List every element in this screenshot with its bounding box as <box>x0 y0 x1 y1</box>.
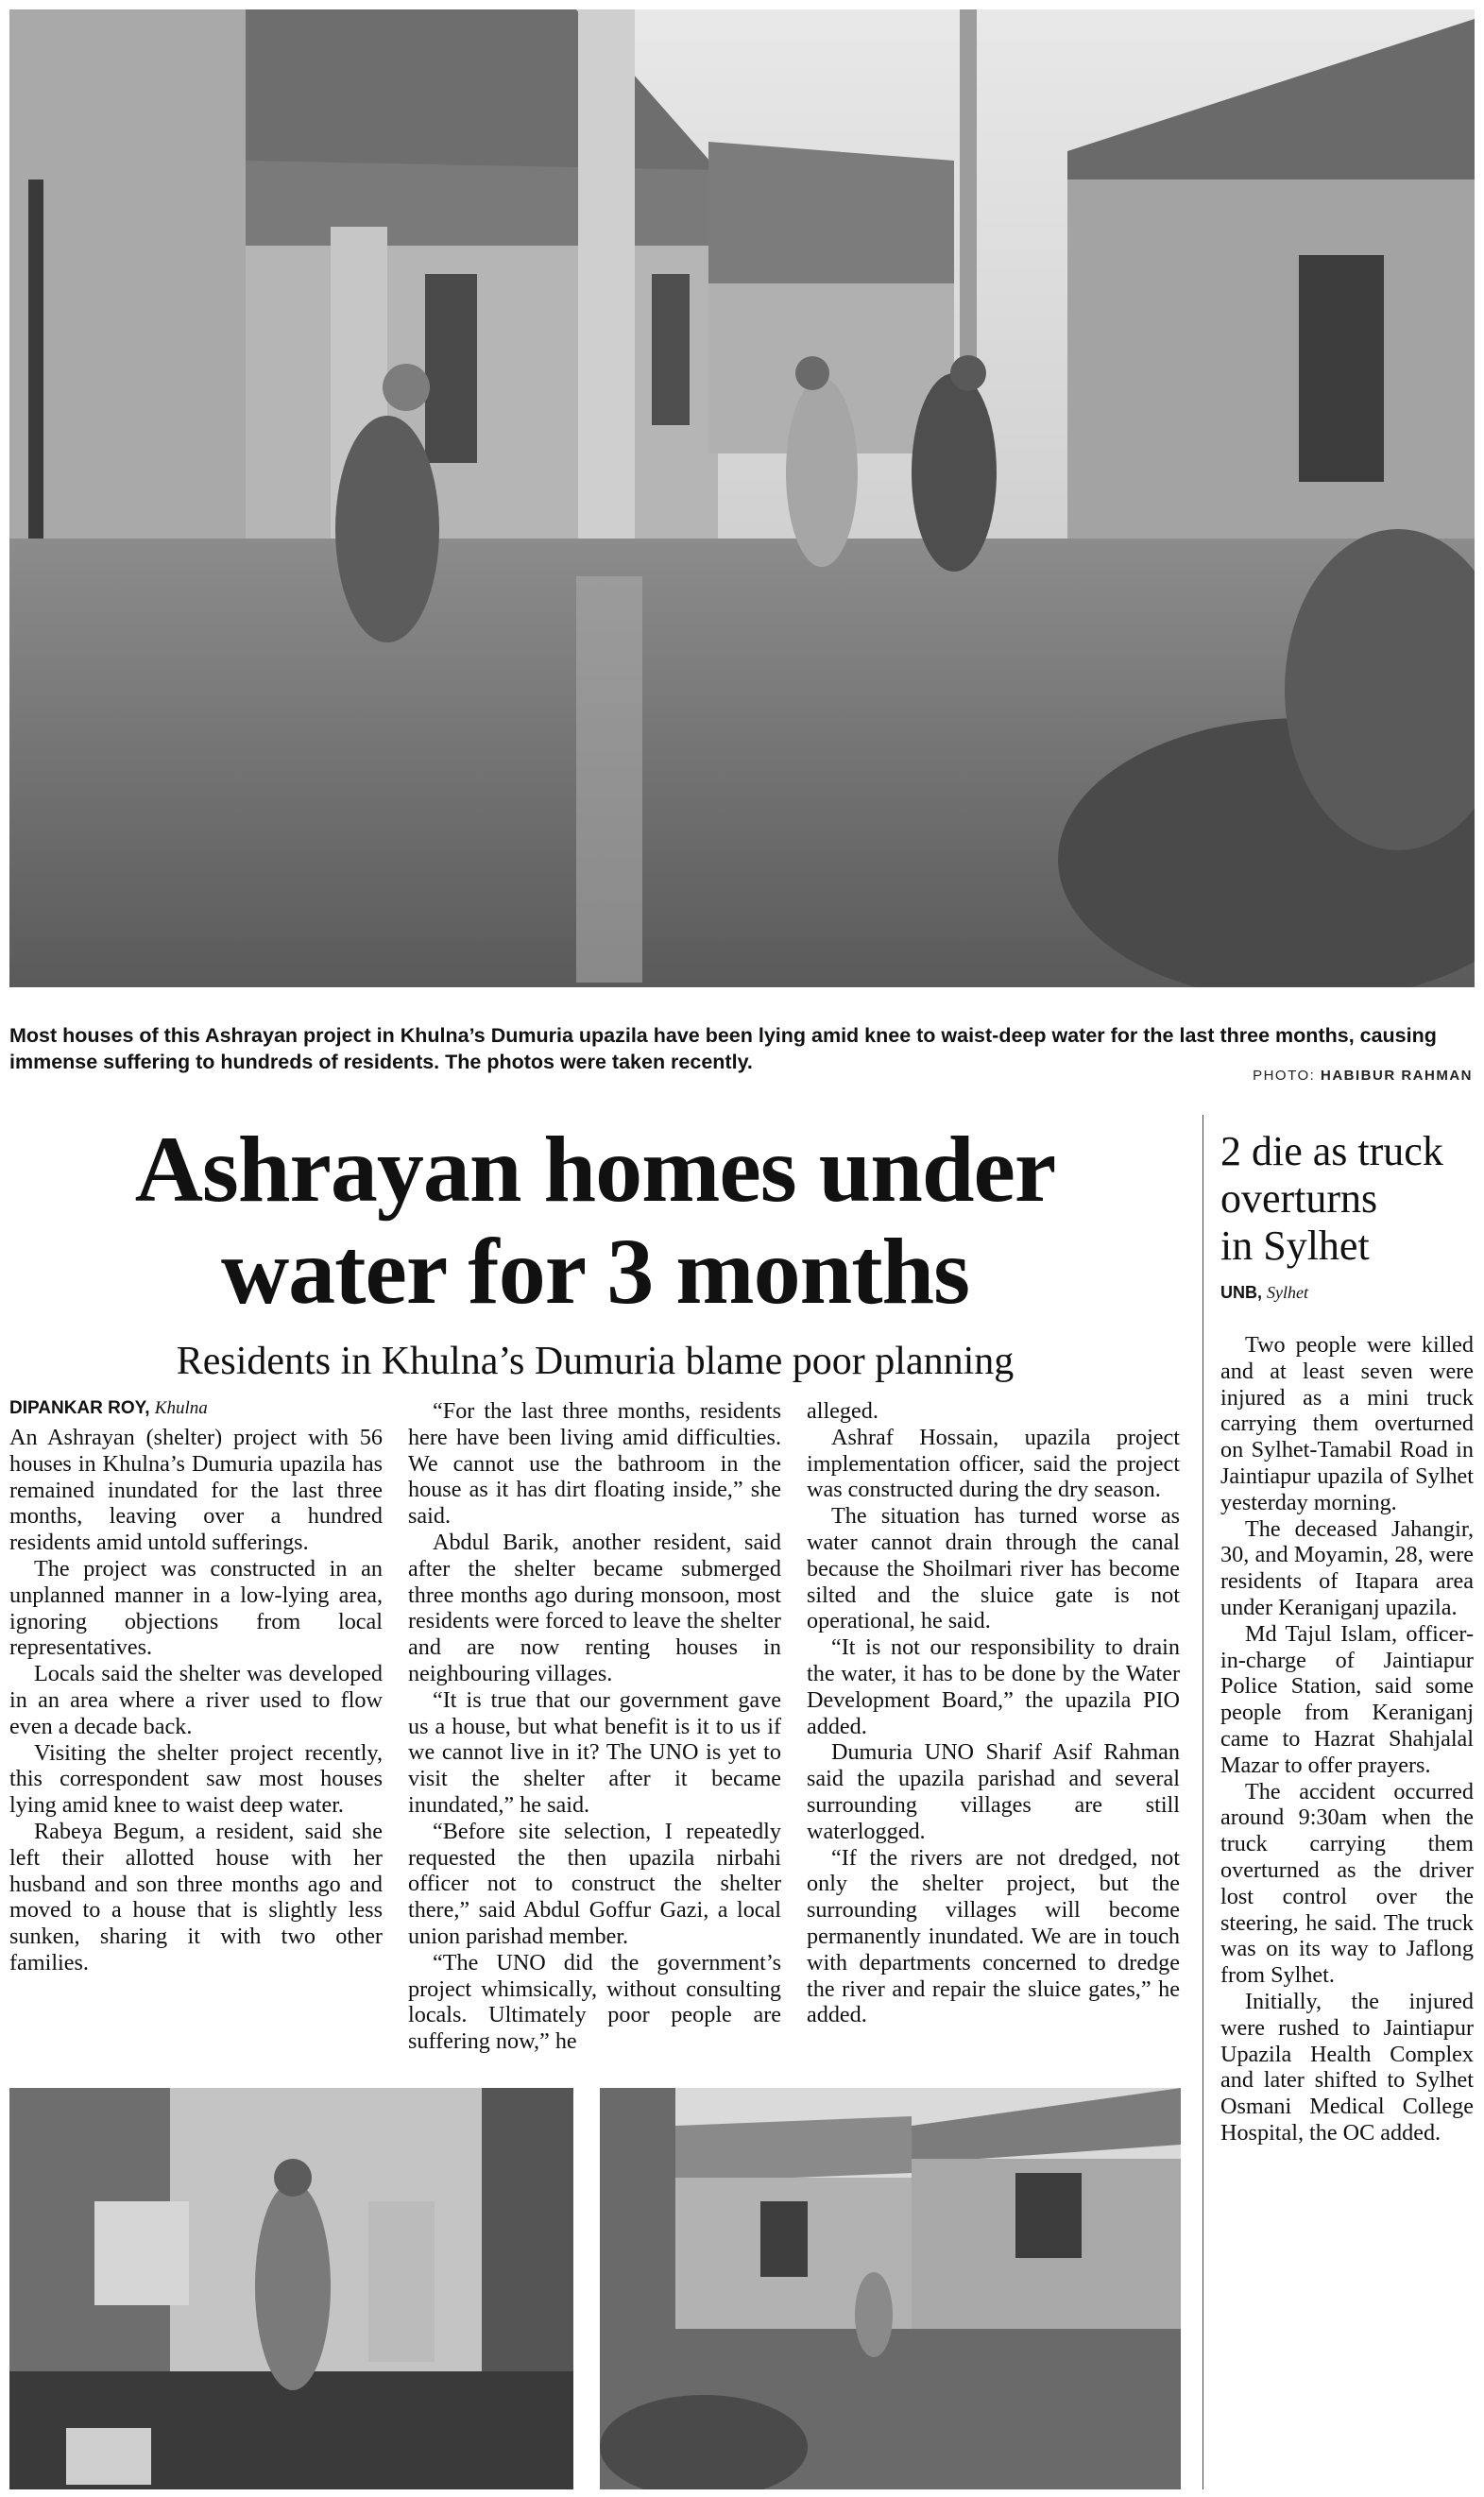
photo-credit <box>1253 1068 1473 1084</box>
photo-caption: Most houses of this Ashrayan project in Khulna’s Dumuria upazila have been lying amid knee to waist-deep water for the last three months, causing immense suffering to hundreds of residents. The photos were taken recently. <box>9 1024 1437 1073</box>
col1-paragraph: An Ashrayan (shelter) project with 56 houses in Khulna’s Dumuria upazila has remained inundated for the last three months, leaving over a hundred residents amid untold sufferings. <box>9 1425 383 1556</box>
col3-paragraph: Ashraf Hossain, upazila project implementation officer, said the project was constructed during the dry season. <box>807 1424 1180 1503</box>
col2-paragraph: “It is true that our government gave us a house, but what benefit is it to us if we cannot live in it? The UNO is yet to visit the shelter after it became inundated,” he said. <box>408 1686 781 1818</box>
top-photo-flooded-shelter <box>9 9 1475 987</box>
sidebar-paragraph: Md Tajul Islam, officer-in-charge of Jaintiapur Police Station, said some people from Keraniganj came to Hazrat Shahjalal Mazar to offer prayers. <box>1220 1620 1474 1778</box>
col2-paragraph: “For the last three months, residents here have been living amid difficulties. We cannot use the bathroom in the house as it has dirt floating inside,” she said. <box>408 1398 781 1530</box>
col3-paragraph: The situation has turned worse as water cannot drain through the canal because the Shoilmari river has become silted and the sluice gate is not operational, he said. <box>807 1503 1180 1634</box>
main-headline <box>9 1119 1181 1323</box>
byline-author: DIPANKAR ROY, <box>9 1398 150 1418</box>
col2-paragraph: “The UNO did the government’s project whimsically, without consulting locals. Ultimately poor people are suffering now,” he <box>408 1949 781 2055</box>
sidebar-byline-place: Sylhet <box>1267 1283 1308 1302</box>
bottom-left-photo-flooded-room <box>9 2088 573 2489</box>
col3-paragraph: “If the rivers are not dredged, not only the shelter project, but the surrounding villages will become permanently inundated. We are in touch with departments concerned to dredge the river and repair the sluice gates,” he added. <box>807 1844 1180 2028</box>
col1-paragraph: Locals said the shelter was developed in an area where a river used to flow even a decade back. <box>9 1661 383 1739</box>
sidebar-paragraph: The deceased Jahangir, 30, and Moyamin, 28, were residents of Itapara area under Keraniganj upazila. <box>1220 1515 1474 1620</box>
sidebar-paragraph: The accident occurred around 9:30am when the truck carrying them overturned as the driver lost control over the steering, he said. The truck was on its way to Jaflong from Sylhet. <box>1220 1778 1474 1989</box>
article-column-1 <box>9 1425 383 1976</box>
byline-place: Khulna <box>154 1398 208 1418</box>
sidebar-article <box>1220 1332 1474 2146</box>
sidebar-headline <box>1220 1128 1475 1270</box>
photo-credit-label: PHOTO: <box>1253 1068 1316 1084</box>
subheadline: Residents in Khulna’s Dumuria blame poor planning <box>176 1340 1015 1383</box>
bottom-right-photo-flooded-houses <box>600 2088 1181 2489</box>
article-column-2 <box>408 1398 781 2055</box>
main-headline-line-1: Ashrayan homes under <box>134 1117 1056 1222</box>
sidebar-headline-line-2: overturns <box>1220 1175 1378 1222</box>
col3-paragraph: “It is not our responsibility to drain the water, it has to be done by the Water Development Board,” the upazila PIO added. <box>807 1634 1180 1739</box>
col3-paragraph: Dumuria UNO Sharif Asif Rahman said the upazila parishad and several surrounding villages are still waterlogged. <box>807 1739 1180 1844</box>
col3-paragraph: alleged. <box>807 1398 878 1424</box>
sidebar-paragraph: Initially, the injured were rushed to Jaintiapur Upazila Health Complex and later shifted to Sylhet Osmani Medical College Hospital, the OC added. <box>1220 1988 1474 2146</box>
col1-paragraph: The project was constructed in an unplanned manner in a low-lying area, ignoring objections from local representatives. <box>9 1555 383 1661</box>
main-headline-line-2: water for 3 months <box>220 1219 970 1324</box>
article-byline <box>9 1398 208 1419</box>
sidebar-byline <box>1220 1283 1308 1303</box>
sidebar-headline-line-3: in Sylhet <box>1220 1223 1370 1269</box>
sidebar-headline-line-1: 2 die as truck <box>1220 1128 1443 1174</box>
article-column-3 <box>807 1398 1180 2028</box>
photo-credit-name: HABIBUR RAHMAN <box>1321 1068 1473 1084</box>
col1-paragraph: Visiting the shelter project recently, this correspondent saw most houses lying amid knee to waist deep water. <box>9 1739 383 1819</box>
col2-paragraph: “Before site selection, I repeatedly requested the then upazila nirbahi officer not to construct the shelter there,” said Abdul Goffur Gazi, a local union parishad member. <box>408 1818 781 1949</box>
col2-paragraph: Abdul Barik, another resident, said after the shelter became submerged three months ago during monsoon, most residents were forced to leave the shelter and are now renting houses in neighbouring villages. <box>408 1529 781 1686</box>
sidebar-paragraph: Two people were killed and at least seven were injured as a mini truck carrying them overturned on Sylhet-Tamabil Road in Jaintiapur upazila of Sylhet yesterday morning. <box>1220 1332 1474 1515</box>
sidebar-byline-author: UNB, <box>1220 1283 1262 1302</box>
col1-paragraph: Rabeya Begum, a resident, said she left their allotted house with her husband and son three months ago and moved to a house that is slightly less sunken, sharing it with two other families. <box>9 1818 383 1975</box>
